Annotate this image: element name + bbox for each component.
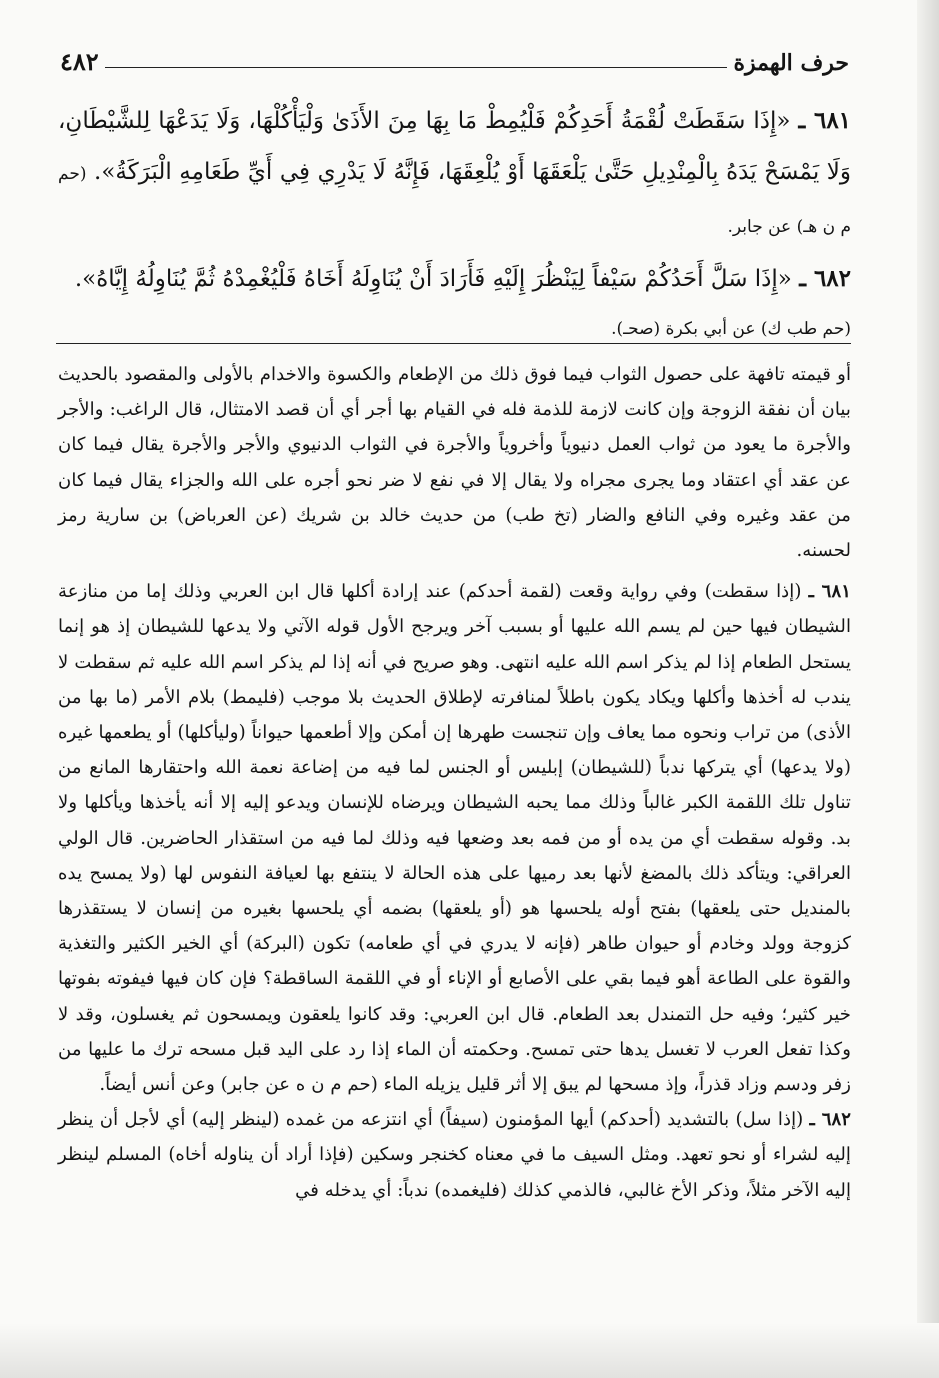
header-rule	[105, 67, 728, 68]
commentary-number: ٦٨٢ ـ	[809, 1109, 851, 1131]
commentary-paragraph	[58, 1102, 851, 1208]
hadith-text: «إِذَا سَقَطَتْ لُقْمَةُ أَحَدِكُمْ فَلْيُمِطْ مَا بِهَا مِنَ الأَذَىٰ وَلْيَأْكُلْهَا، وَلَا يَدَعْهَا لِلشَّيْطَانِ، وَلَا يَمْسَحْ يَدَهُ بِالْمِنْدِيلِ حَتَّىٰ يَلْعَقَهَا أَوْ يُلْعِقَهَا، فَإِنَّهُ لَا يَدْرِي فِي أَيِّ طَعَامِهِ الْبَرَكَةُ».	[58, 108, 852, 185]
commentary-text: (إذا سقطت) وفي رواية وقعت (لقمة أحدكم) عند إرادة أكلها قال ابن العربي وذلك إما من منازعة الشيطان فيها حين لم يسم الله عليها أو بسبب آخر ويرجح الأول قوله الآتي ولا يدعها للشيطان إذ هو إنما يستحل الطعام إذا لم يذكر اسم الله عليه انتهى. وهو صريح في أنه إذا لم يذكر اسم الله عليه ثم سقطت لا يندب له أخذها وأكلها ويكاد يكون باطلاً لمنافرته لإطلاق الحديث بلا موجب (فليمط) بلام الأمر (ما بها من الأذى) من تراب ونحوه مما يعاف وإن تنجست طهرها إن أمكن وإلا أطعمها حيواناً (وليأكلها) أو يطعمها غيره (ولا يدعها) أي يتركها ندباً (للشيطان) إبليس أو الجنس لما فيه من إضاعة نعمة الله واحتقارها المانع من تناول تلك اللقمة الكبر غالباً وذلك مما يحبه الشيطان ويرضاه للإنسان ويدعو إليه إلا أنه يأخذها ويأكلها ولا بد. وقوله سقطت أي من يده أو من فمه بعد وضعها فيه وذلك لما فيه من استقذار الحاضرين. قال الولي العراقي: ويتأكد ذلك بالمضغ لأنها بعد رميها على هذه الحالة لا ينتفع بها لعيافة النفوس لها (ولا يمسح يده بالمنديل حتى يلعقها) بفتح أوله يلحسها هو (أو يلعقها) بضمه أي يلحسها بغيره من إنسان لا يستقذرها كزوجة وولد وخادم أو حيوان طاهر (فإنه لا يدري في أي طعامه) تكون (البركة) أي الخير الكثير والتغذية والقوة على الطاعة أهو فيما بقي على الأصابع أو الإناء أو في اللقمة الساقطة؟ فإن كان فيها فيفوته بفوتها خير كثير؛ وفيه حل التمندل بعد الطعام. قال ابن العربي: وقد كانوا يلعقون ويمسحون ثم يغسلون، وقد لا وكذا تفعل العرب لا تغسل يدها حتى تمسح. وحكمته أن الماء إذا رد على اليد قبل مسحه ترك ما عليها من زفر ودسم وزاد قذراً، وإذ مسحها لم يبق إلا أثر قليل يزيله الماء (حم م ن ه عن جابر) وعن أنس أيضاً.	[58, 581, 851, 1096]
hadith-entry	[58, 95, 851, 253]
commentary-paragraph	[58, 574, 851, 1102]
hadith-number: ٦٨٢ ـ	[799, 265, 851, 292]
commentary-section	[58, 357, 851, 1208]
commentary-number: ٦٨١ ـ	[808, 581, 851, 603]
section-divider	[56, 343, 851, 344]
hadith-source: (حم طب ك) عن أبي بكرة (صحـ).	[611, 319, 851, 339]
hadith-number: ٦٨١ ـ	[798, 107, 852, 134]
commentary-text: أو قيمته تافهة على حصول الثواب فيما فوق ذلك من الإطعام والكسوة والاخدام بالأولى والمقصود بالحديث بيان أن نفقة الزوجة وإن كانت لازمة للذمة فله في القيام بها أجر أي أن قصد الامتثال، قال الراغب: والأجر والأجرة ما يعود من ثواب العمل دنيوياً وأخروياً والأجرة في الثواب الدنيوي والأجر والأجرة يقال فيما كان عن عقد أي اعتقاد وما يجرى مجراه ولا يقال إلا في نفع لا ضر نحو أجره على الله والجزاء يقال فيما كان من عقد وغيره وفي النافع والضار (تخ طب) من حديث خالد بن شريك (عن العرباض) بن سارية رمز لحسنه.	[58, 364, 851, 562]
commentary-paragraph	[58, 357, 851, 568]
page-bottom-shadow	[0, 1323, 939, 1378]
commentary-text: (إذا سل) بالتشديد (أحدكم) أيها المؤمنون (سيفاً) أي انتزعه من غمده (لينظر إليه) أي لأجل أن ينظر إليه لشراء أو نحو تعهد. ومثل السيف ما في معناه كخنجر وسكين (فإذا أراد أن يناوله أخاه) المسلم لينظر إليه الآخر مثلاً، وذكر الأخ غالبي، فالذمي كذلك (فليغمده) ندباً: أي يدخله في	[58, 1109, 851, 1201]
chapter-title: حرف الهمزة	[733, 50, 849, 76]
page-edge-shadow	[917, 0, 939, 1378]
hadith-source: (حم م ن هـ) عن جابر.	[58, 164, 851, 237]
hadith-entry	[58, 253, 851, 305]
running-header	[60, 36, 849, 76]
page-number: ٤٨٢	[60, 47, 99, 76]
hadith-text: «إِذَا سَلَّ أَحَدُكُمْ سَيْفاً لِيَنْظُرَ إِلَيْهِ فَأَرَادَ أَنْ يُنَاوِلَهُ أَخَاهُ فَلْيُغْمِدْهُ ثُمَّ يُنَاوِلُهُ إِيَّاهُ».	[74, 266, 792, 292]
hadith-text-section	[58, 95, 851, 353]
